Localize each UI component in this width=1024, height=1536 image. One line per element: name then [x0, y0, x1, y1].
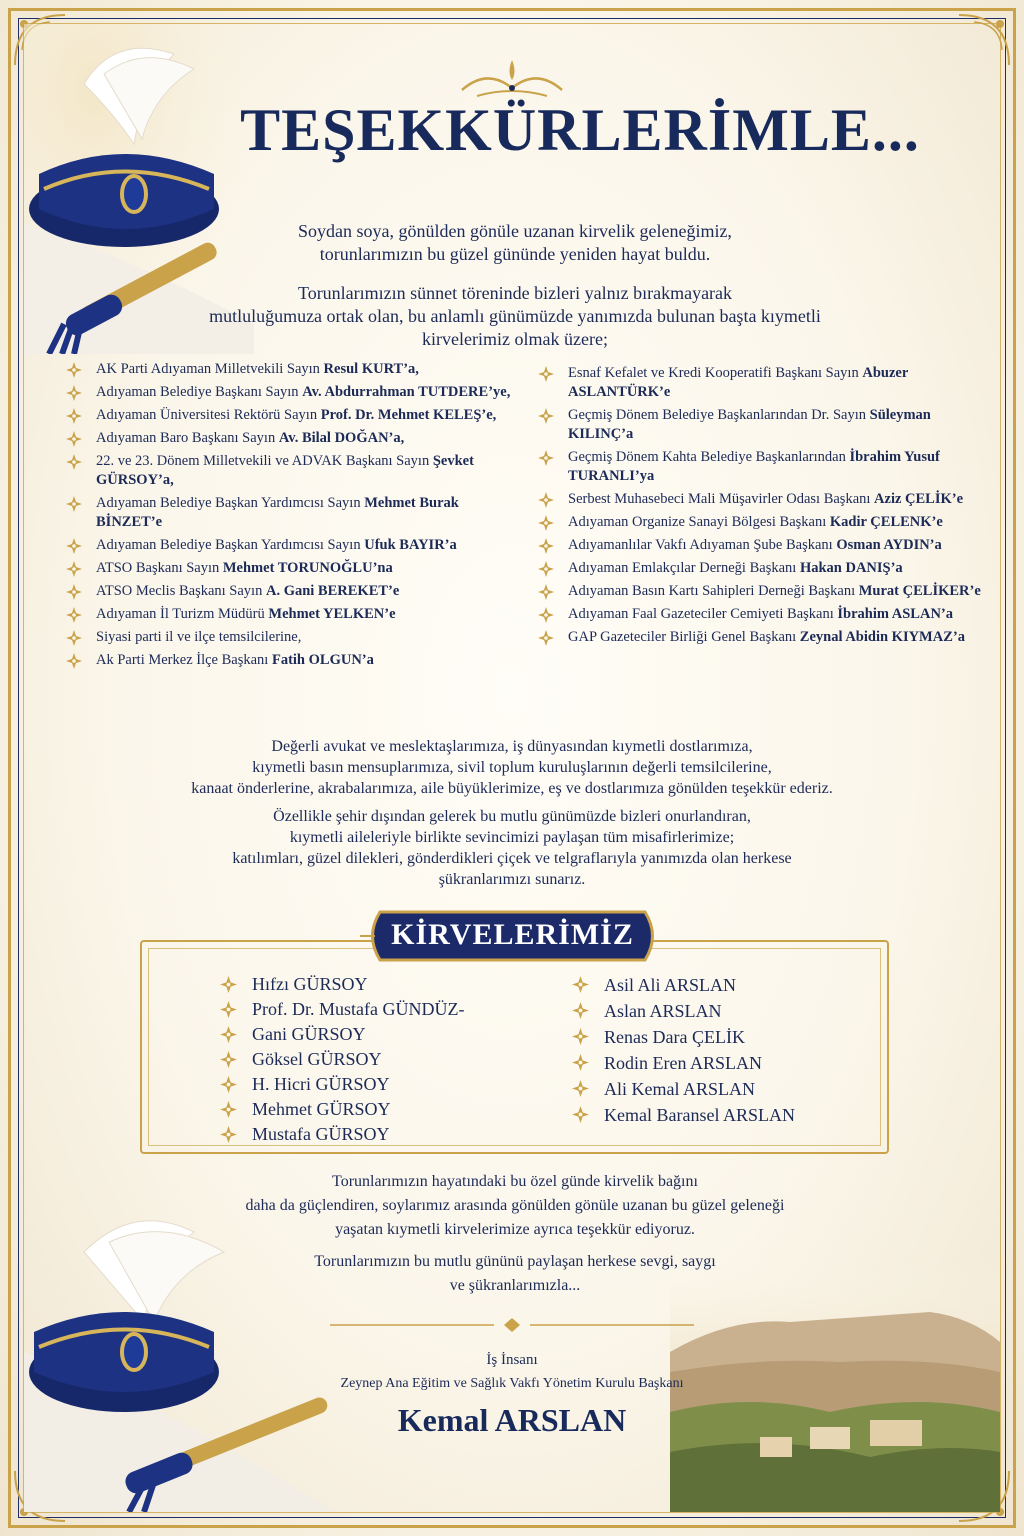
bullet-ornament-icon	[66, 408, 82, 424]
thanks-item-text: Adıyaman Belediye Başkan Yardımcısı Sayın	[96, 495, 365, 511]
thanks-list-item	[66, 582, 526, 601]
thanks-item-name: Abuzer ASLANTÜRK’e	[568, 365, 908, 400]
intro-line: Torunlarımızın sünnet töreninde bizleri yalnız bırakmayarak	[297, 283, 733, 303]
thanks-paragraph-2	[100, 806, 924, 890]
kirve-name: Asil Ali ARSLAN	[604, 975, 737, 995]
bullet-ornament-icon	[66, 538, 82, 554]
thanks-line: kıymetli aileleriyle birlikte sevincimizi paylaşan tüm misafirlerimize;	[289, 829, 735, 846]
thanks-item-text: Adıyaman Belediye Başkan Yardımcısı Sayın	[96, 537, 365, 553]
thanks-item-text: Geçmiş Dönem Kahta Belediye Başkanlarından	[568, 449, 850, 465]
bullet-ornament-icon	[66, 653, 82, 669]
thanks-list-item	[538, 582, 998, 601]
kirve-list-item	[220, 997, 464, 1022]
thanks-item-name: Ufuk BAYIR’a	[364, 537, 457, 553]
bullet-ornament-icon	[572, 1106, 589, 1123]
bullet-ornament-icon	[220, 1101, 237, 1118]
thanks-item-name: İbrahim Yusuf TURANLI’ya	[568, 449, 940, 484]
thanks-list-item	[538, 490, 998, 509]
thanks-item-name: Prof. Dr. Mehmet KELEŞ’e,	[320, 407, 497, 423]
closing-paragraph-2	[120, 1250, 910, 1298]
kirve-list-item	[572, 1050, 795, 1076]
bullet-ornament-icon	[66, 607, 82, 623]
closing-line: yaşatan kıymetli kirvelerimize ayrıca teşekkür ediyoruz.	[335, 1221, 695, 1238]
kirve-name: Rodin Eren ARSLAN	[604, 1053, 763, 1073]
thanks-list-right	[538, 364, 998, 651]
thanks-list-item	[538, 605, 998, 624]
thanks-item-text: Geçmiş Dönem Belediye Başkanlarından Dr. Sayın	[568, 407, 870, 423]
kirve-name: Göksel GÜRSOY	[252, 1049, 382, 1069]
thanks-item-name: Murat ÇELİKER’e	[858, 583, 981, 599]
bullet-ornament-icon	[66, 584, 82, 600]
bullet-ornament-icon	[538, 408, 554, 424]
thanks-paragraph	[100, 736, 924, 799]
thanks-item-text: Adıyaman Faal Gazeteciler Cemiyeti Başkanı	[568, 606, 838, 622]
thanks-list-item	[66, 605, 526, 624]
kirve-name: Aslan ARSLAN	[604, 1001, 722, 1021]
bullet-ornament-icon	[538, 561, 554, 577]
bullet-ornament-icon	[66, 385, 82, 401]
thanks-list-item	[66, 494, 526, 532]
thanks-item-name: İbrahim ASLAN’a	[837, 606, 953, 622]
kirve-list-item	[572, 1024, 795, 1050]
kirveler-list-right	[572, 972, 795, 1128]
thanks-item-text: 22. ve 23. Dönem Milletvekili ve ADVAK Başkanı Sayın	[96, 453, 433, 469]
signature-name: Kemal ARSLAN	[397, 1402, 627, 1438]
thanks-line: Özellikle şehir dışından gelerek bu mutlu günümüzde bizleri onurlandıran,	[273, 808, 751, 825]
kirve-name: Renas Dara ÇELİK	[604, 1027, 745, 1047]
thanks-item-text: Adıyaman Emlakçılar Derneği Başkanı	[568, 560, 800, 576]
thanks-item-name: Şevket GÜRSOY’a,	[96, 453, 474, 488]
bullet-ornament-icon	[572, 1002, 589, 1019]
thanks-list-item	[66, 406, 526, 425]
bullet-ornament-icon	[66, 362, 82, 378]
thanks-item-name: Kadir ÇELENK’e	[829, 514, 943, 530]
thanks-item-text: Ak Parti Merkez İlçe Başkanı	[96, 652, 272, 668]
thanks-item-text: Siyasi parti il ve ilçe temsilcilerine,	[96, 629, 302, 645]
bullet-ornament-icon	[538, 515, 554, 531]
thanks-list-item	[538, 364, 998, 402]
kirve-name: Gani GÜRSOY	[252, 1024, 366, 1044]
bullet-ornament-icon	[538, 538, 554, 554]
kirve-name: Mustafa GÜRSOY	[252, 1124, 390, 1144]
closing-line: daha da güçlendiren, soylarımız arasında gönülden gönüle uzanan bu güzel geleneği	[245, 1197, 785, 1214]
thanks-list-left	[66, 360, 526, 674]
bullet-ornament-icon	[572, 1054, 589, 1071]
bullet-ornament-icon	[220, 1001, 237, 1018]
bullet-ornament-icon	[220, 1051, 237, 1068]
thanks-item-text: Adıyaman Basın Kartı Sahipleri Derneği Başkanı	[568, 583, 859, 599]
bullet-ornament-icon	[572, 976, 589, 993]
thanks-item-name: Zeynal Abidin KIYMAZ’a	[799, 629, 965, 645]
bullet-ornament-icon	[538, 584, 554, 600]
bullet-ornament-icon	[220, 1026, 237, 1043]
thanks-item-text: Adıyaman Belediye Başkanı Sayın	[96, 384, 303, 400]
thanks-list-item	[66, 452, 526, 490]
kirve-list-item	[220, 972, 464, 997]
kirve-list-item	[220, 1097, 464, 1122]
kirve-list-item	[572, 1102, 795, 1128]
signature-role: İş İnsanı	[486, 1352, 538, 1368]
bullet-ornament-icon	[220, 1076, 237, 1093]
kirve-name: H. Hicri GÜRSOY	[252, 1074, 390, 1094]
thanks-item-text: Adıyaman Baro Başkanı Sayın	[96, 430, 279, 446]
thanks-list-item	[538, 559, 998, 578]
bullet-ornament-icon	[538, 630, 554, 646]
thanks-item-text: ATSO Başkanı Sayın	[96, 560, 223, 576]
bullet-ornament-icon	[66, 496, 82, 512]
bullet-ornament-icon	[220, 976, 237, 993]
thanks-list-item	[66, 559, 526, 578]
kirve-name: Mehmet GÜRSOY	[252, 1099, 391, 1119]
kirve-list-item	[572, 998, 795, 1024]
bullet-ornament-icon	[572, 1080, 589, 1097]
thanks-list-item	[538, 536, 998, 555]
closing-line: ve şükranlarımızla...	[449, 1277, 581, 1294]
kirveler-title: KİRVELERİMİZ	[391, 918, 634, 951]
bullet-ornament-icon	[538, 366, 554, 382]
bullet-ornament-icon	[66, 561, 82, 577]
bullet-ornament-icon	[220, 1126, 237, 1143]
bullet-ornament-icon	[66, 630, 82, 646]
intro-line: torunlarımızın bu güzel gününde yeniden hayat buldu.	[319, 244, 711, 264]
thanks-line: kanaat önderlerine, akrabalarımıza, aile büyüklerimize, eş ve dostlarımıza gönülden teşekkür ederiz.	[191, 780, 833, 797]
thanks-line: kıymetli basın mensuplarımıza, sivil toplum kuruluşlarının değerli temsilcilerine,	[252, 759, 772, 776]
thanks-item-name: Mehmet YELKEN’e	[268, 606, 396, 622]
kirve-list-item	[220, 1022, 464, 1047]
kirve-name: Kemal Baransel ARSLAN	[604, 1105, 795, 1125]
thanks-list-item	[66, 536, 526, 555]
intro-line: Soydan soya, gönülden gönüle uzanan kirvelik geleneğimiz,	[298, 221, 732, 241]
thanks-item-text: Adıyaman İl Turizm Müdürü	[96, 606, 269, 622]
thanks-item-name: Aziz ÇELİK’e	[874, 491, 964, 507]
kirve-list-item	[220, 1122, 464, 1147]
thanks-item-text: GAP Gazeteciler Birliği Genel Başkanı	[568, 629, 800, 645]
signature-organization: Zeynep Ana Eğitim ve Sağlık Vakfı Yönetim Kurulu Başkanı	[340, 1376, 684, 1391]
thanks-list-item	[538, 513, 998, 532]
corner-ornament-icon	[954, 10, 1014, 70]
thanks-list-item	[66, 651, 526, 670]
thanks-item-name: Mehmet TORUNOĞLU’na	[222, 560, 393, 576]
thanks-item-text: Adıyamanlılar Vakfı Adıyaman Şube Başkanı	[568, 537, 837, 553]
kirve-list-item	[572, 972, 795, 998]
intro-paragraph	[120, 220, 910, 266]
thanks-item-name: Süleyman KILINÇ’a	[568, 407, 931, 442]
closing-paragraph	[120, 1170, 910, 1242]
thanks-item-name: Mehmet Burak BİNZET’e	[96, 495, 459, 530]
closing-line: Torunlarımızın bu mutlu gününü paylaşan herkese sevgi, saygı	[314, 1253, 716, 1270]
thanks-item-text: Esnaf Kefalet ve Kredi Kooperatifi Başkanı Sayın	[568, 365, 863, 381]
thanks-item-name: Osman AYDIN’a	[836, 537, 942, 553]
thanks-item-name: Fatih OLGUN’a	[271, 652, 374, 668]
thanks-item-text: Adıyaman Üniversitesi Rektörü Sayın	[96, 407, 321, 423]
divider-ornament-icon	[330, 1318, 694, 1332]
bullet-ornament-icon	[572, 1028, 589, 1045]
closing-line: Torunlarımızın hayatındaki bu özel günde kirvelik bağını	[332, 1173, 698, 1190]
thanks-item-text: Serbest Muhasebeci Mali Müşavirler Odası Başkanı	[568, 491, 875, 507]
thanks-item-name: Resul KURT’a,	[323, 361, 419, 377]
kirve-list-item	[572, 1076, 795, 1102]
bullet-ornament-icon	[538, 607, 554, 623]
kirve-name: Hıfzı GÜRSOY	[252, 974, 368, 994]
thanks-item-text: ATSO Meclis Başkanı Sayın	[96, 583, 266, 599]
kirveler-list-left	[220, 972, 464, 1147]
thanks-line: Değerli avukat ve meslektaşlarımıza, iş dünyasından kıymetli dostlarımıza,	[271, 738, 753, 755]
thanks-item-name: Av. Bilal DOĞAN’a,	[278, 430, 405, 446]
thanks-item-text: AK Parti Adıyaman Milletvekili Sayın	[96, 361, 324, 377]
bullet-ornament-icon	[538, 450, 554, 466]
kirve-list-item	[220, 1072, 464, 1097]
thanks-list-item	[538, 448, 998, 486]
thanks-item-name: Hakan DANIŞ’a	[799, 560, 903, 576]
thanks-list-item	[66, 360, 526, 379]
thanks-list-item	[66, 429, 526, 448]
thanks-line: şükranlarımızı sunarız.	[438, 871, 586, 888]
kirve-list-item	[220, 1047, 464, 1072]
thanks-list-item	[538, 628, 998, 647]
bullet-ornament-icon	[538, 492, 554, 508]
thanks-item-name: Av. Abdurrahman TUTDERE’ye,	[302, 384, 511, 400]
kirve-name: Prof. Dr. Mustafa GÜNDÜZ-	[252, 999, 465, 1019]
thanks-item-name: A. Gani BEREKET’e	[265, 583, 400, 599]
page-title: TEŞEKKÜRLERİMLE...	[240, 97, 920, 163]
thanks-item-text: Adıyaman Organize Sanayi Bölgesi Başkanı	[568, 514, 830, 530]
bullet-ornament-icon	[66, 454, 82, 470]
intro-line: kirvelerimiz olmak üzere;	[422, 329, 608, 349]
intro-paragraph-2	[120, 282, 910, 351]
thanks-list-item	[538, 406, 998, 444]
intro-line: mutluluğumuza ortak olan, bu anlamlı günümüzde yanımızda bulunan başta kıymetli	[209, 306, 821, 326]
bullet-ornament-icon	[66, 431, 82, 447]
kirve-name: Ali Kemal ARSLAN	[604, 1079, 755, 1099]
thanks-line: katılımları, güzel dilekleri, gönderdikleri çiçek ve telgraflarıyla yanımızda olan herkese	[232, 850, 792, 867]
thanks-list-item	[66, 383, 526, 402]
thanks-list-item	[66, 628, 526, 647]
